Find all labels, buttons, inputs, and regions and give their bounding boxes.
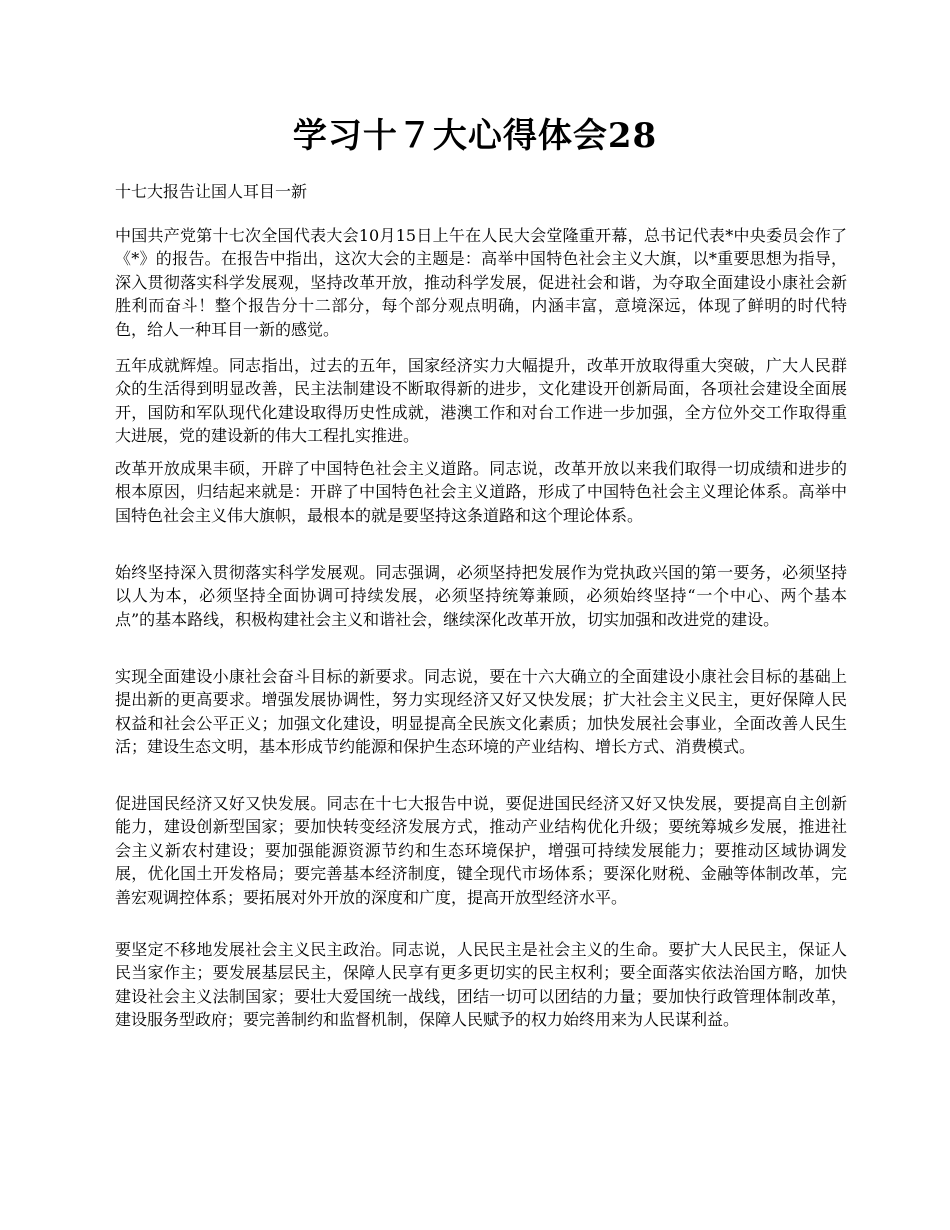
paragraph-6: 促进国民经济又好又快发展。同志在十七大报告中说，要促进国民经济又好又快发展，要提高自主创新能力，建设创新型国家；要加快转变经济发展方式，推动产业结构优化升级；要统筹城乡发展，推进社会主义新农村建设；要加强能源资源节约和生态环境保护，增强可持续发展能力；要推动区域协调发展，优化国土开发格局；要完善基本经济制度，键全现代市场体系；要深化财税、金融等体制改革，完善宏观调控体系；要拓展对外开放的深度和广度，提高开放型经济水平。 [115,794,847,907]
paragraph-7: 要坚定不移地发展社会主义民主政治。同志说，人民民主是社会主义的生命。要扩大人民民主，保证人民当家作主；要发展基层民主，保障人民享有更多更切实的民主权利；要全面落实依法治国方略，加快建设社会主义法制国家；要壮大爱国统一战线，团结一切可以团结的力量；要加快行政管理体制改革，建设服务型政府；要完善制约和监督机制，保障人民赋予的权力始终用来为人民谋利益。 [115,940,847,1030]
paragraph-3: 改革开放成果丰硕，开辟了中国特色社会主义道路。同志说，改革开放以来我们取得一切成绩和进步的根本原因，归结起来就是：开辟了中国特色社会主义道路，形成了中国特色社会主义理论体系。高举中国特色社会主义伟大旗帜，最根本的就是要坚持这条道路和这个理论体系。 [115,459,847,525]
document-subtitle: 十七大报告让国人耳目一新 [115,182,308,201]
paragraph-4: 始终坚持深入贯彻落实科学发展观。同志强调，必须坚持把发展作为党执政兴国的第一要务，必须坚持以人为本，必须坚持全面协调可持续发展，必须坚持统筹兼顾，必须始终坚持“一个中心、两个基本点”的基本路线，积极构建社会主义和谐社会，继续深化改革开放，切实加强和改进党的建设。 [115,563,847,629]
document-title: 学习十７大心得体会28 [292,116,658,156]
paragraph-2: 五年成就辉煌。同志指出，过去的五年，国家经济实力大幅提升，改革开放取得重大突破，广大人民群众的生活得到明显改善，民主法制建设不断取得新的进步，文化建设开创新局面，各项社会建设全面展开，国防和军队现代化建设取得历史性成就，港澳工作和对台工作进一步加强，全方位外交工作取得重大进展，党的建设新的伟大工程扎实推进。 [115,356,847,446]
paragraph-1: 中国共产党第十七次全国代表大会10月15日上午在人民大会堂隆重开幕，总书记代表*中央委员会作了《*》的报告。在报告中指出，这次大会的主题是：高举中国特色社会主义大旗，以*重要思想为指导，深入贯彻落实科学发展观，坚持改革开放，推动科学发展，促进社会和谐，为夺取全面建设小康社会新胜利而奋斗！整个报告分十二部分，每个部分观点明确，内涵丰富，意境深远，体现了鲜明的时代特色，给人一种耳目一新的感觉。 [115,226,847,339]
paragraph-5: 实现全面建设小康社会奋斗目标的新要求。同志说，要在十六大确立的全面建设小康社会目标的基础上提出新的更高要求。增强发展协调性，努力实现经济又好又快发展；扩大社会主义民主，更好保障人民权益和社会公平正义；加强文化建设，明显提高全民族文化素质；加快发展社会事业，全面改善人民生活；建设生态文明，基本形成节约能源和保护生态环境的产业结构、增长方式、消费模式。 [115,667,847,757]
